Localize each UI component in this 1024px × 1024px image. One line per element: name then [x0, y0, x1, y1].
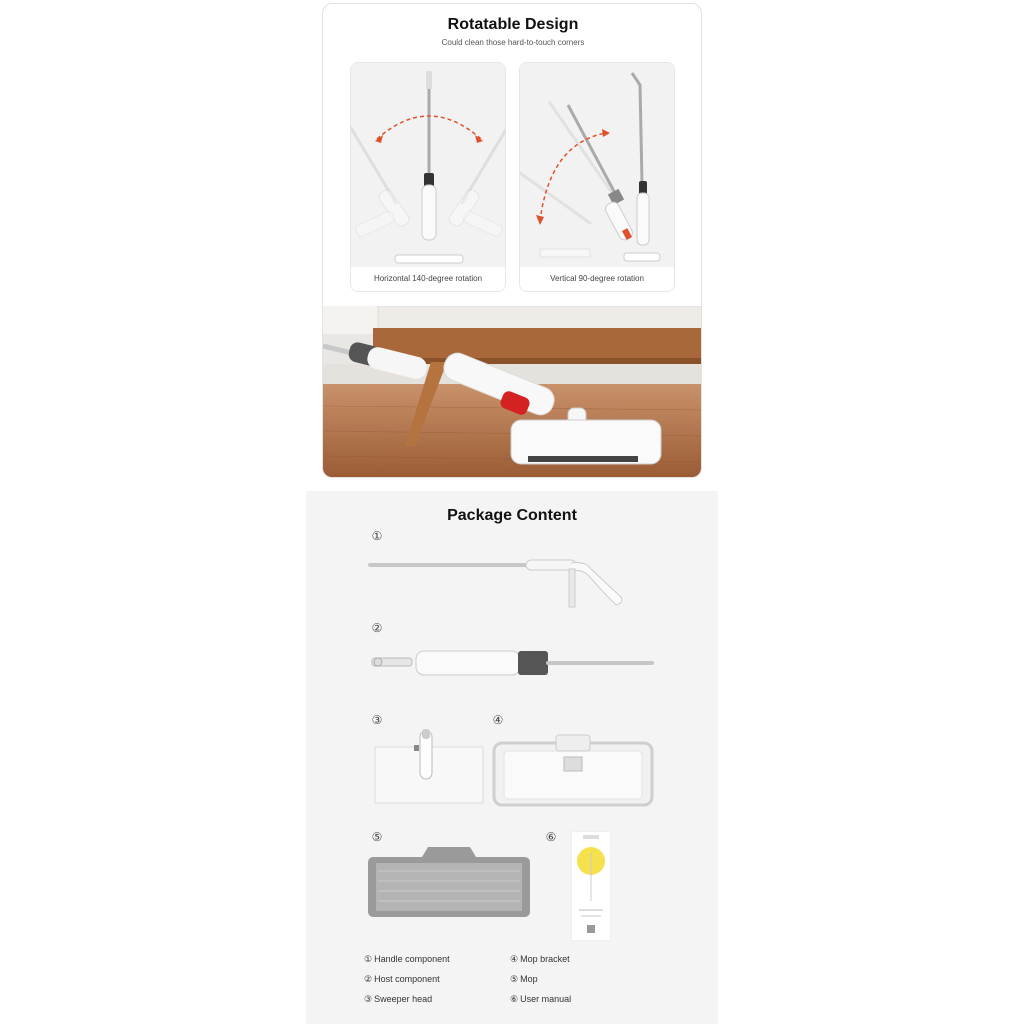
host-component-image [366, 645, 656, 681]
legend-item-handle [364, 954, 450, 965]
legend-label: Host component [374, 974, 440, 984]
panel-caption: Vertical 90-degree rotation [520, 267, 674, 291]
horizontal-rotation-panel [350, 62, 506, 292]
section-subtitle: Could clean those hard-to-touch corners [441, 38, 585, 47]
item-marker-3: ③ [371, 713, 383, 727]
legend-number: ② [364, 974, 373, 984]
legend-label: Mop [520, 974, 538, 984]
user-manual-image [571, 831, 611, 941]
panel-caption: Horizontal 140-degree rotation [351, 267, 505, 291]
legend-label: Mop bracket [520, 954, 570, 964]
section-title: Rotatable Design [447, 16, 579, 33]
legend-item-mop [510, 974, 538, 985]
legend-number: ① [364, 954, 373, 964]
legend-number: ③ [364, 994, 373, 1004]
legend-number: ⑥ [510, 994, 519, 1004]
vertical-rotation-panel [519, 62, 675, 292]
vertical-rotation-illustration [520, 63, 675, 292]
legend-number: ⑤ [510, 974, 519, 984]
item-marker-6: ⑥ [545, 830, 557, 844]
legend-item-sweeper [364, 994, 432, 1005]
handle-component-image [366, 553, 636, 613]
horizontal-rotation-illustration [351, 63, 506, 292]
legend-item-manual [510, 994, 571, 1005]
mop-image [366, 843, 532, 921]
legend-label: Sweeper head [374, 994, 433, 1004]
legend-item-bracket [510, 954, 570, 965]
sweeper-head-image [374, 727, 486, 805]
mop-bracket-image [492, 733, 656, 809]
section-title: Package Content [447, 507, 577, 524]
item-marker-2: ② [371, 621, 383, 635]
item-marker-5: ⑤ [371, 830, 383, 844]
legend-label: User manual [520, 994, 572, 1004]
legend-number: ④ [510, 954, 519, 964]
package-content-card [306, 491, 718, 1024]
legend-label: Handle component [374, 954, 450, 964]
mop-under-cabinet-photo [323, 306, 702, 478]
legend-item-host [364, 974, 440, 985]
item-marker-1: ① [371, 529, 383, 543]
item-marker-4: ④ [492, 713, 504, 727]
rotatable-design-card [322, 3, 702, 478]
